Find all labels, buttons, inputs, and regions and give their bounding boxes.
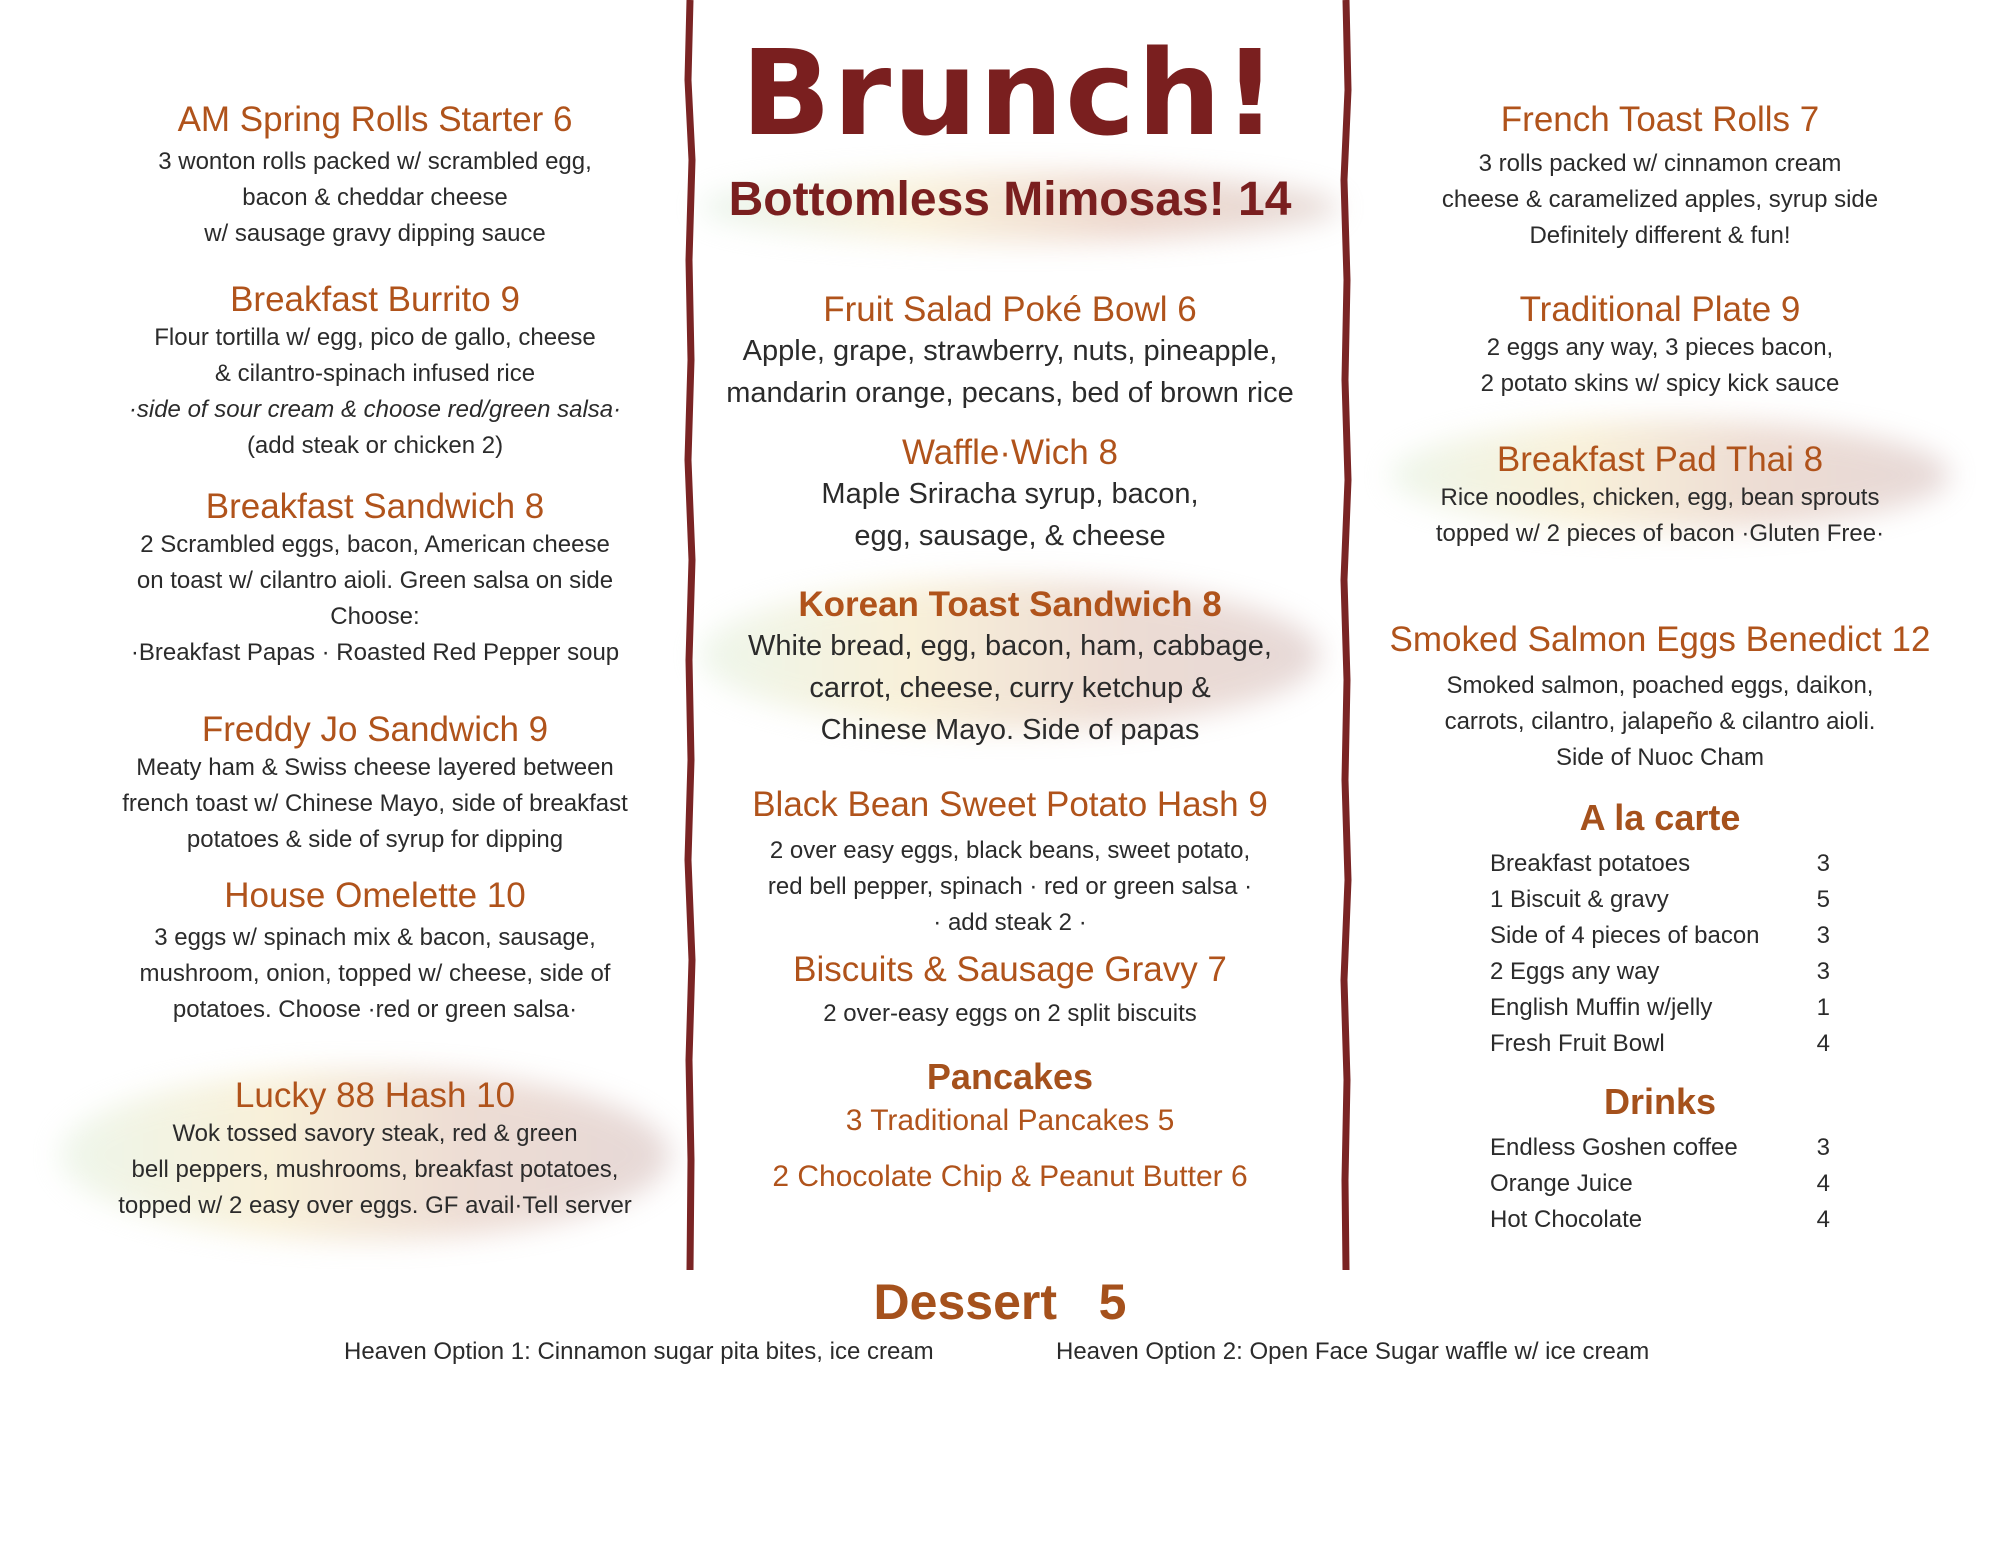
item-description: [690, 330, 1330, 414]
item-title: Waffle·Wich 8: [902, 433, 1118, 472]
description-line: w/ sausage gravy dipping sauce: [204, 220, 546, 247]
item-title: Korean Toast Sandwich 8: [798, 585, 1222, 624]
list-item: [1490, 846, 1830, 882]
item-title: Freddy Jo Sandwich 9: [201, 710, 549, 749]
description-line: potatoes. Choose ·red or green salsa·: [172, 996, 578, 1023]
item-title: Breakfast Sandwich 8: [205, 487, 545, 526]
item-description: [1360, 146, 1960, 254]
description-line: topped w/ 2 pieces of bacon ·Gluten Free·: [1435, 520, 1885, 547]
pancakes-section: [690, 1055, 1330, 1195]
menu-item-freddy-jo-sandwich: [70, 710, 680, 858]
description-line: egg, sausage, & cheese: [854, 520, 1166, 552]
description-line: ·Breakfast Papas · Roasted Red Pepper soup: [130, 639, 620, 666]
item-description: [690, 625, 1330, 751]
menu-title: Brunch!: [741, 24, 1279, 162]
menu-item-house-omelette: [70, 876, 680, 1028]
dessert-option-2: Heaven Option 2: Open Face Sugar waffle w/ ice cream: [1056, 1338, 1650, 1365]
dessert-option-1: Heaven Option 1: Cinnamon sugar pita bites, ice cream: [344, 1338, 934, 1365]
list-item: [1490, 1166, 1830, 1202]
item-title: French Toast Rolls 7: [1500, 100, 1820, 139]
description-line: mushroom, onion, topped w/ cheese, side of: [139, 960, 611, 987]
dessert-heading: Dessert 5: [873, 1274, 1127, 1330]
menu-item-am-spring-rolls: [70, 100, 680, 252]
description-line: 2 potato skins w/ spicy kick sauce: [1480, 370, 1840, 397]
item-title: Lucky 88 Hash 10: [234, 1076, 516, 1115]
description-line: & cilantro-spinach infused rice: [214, 360, 536, 387]
pancake-item: 3 Traditional Pancakes 5: [845, 1104, 1175, 1137]
description-line: 3 wonton rolls packed w/ scrambled egg,: [158, 148, 592, 175]
right-divider-line: [1340, 0, 1352, 1270]
menu-item-breakfast-pad-thai: [1360, 440, 1960, 552]
a-la-carte-list: [1490, 846, 1830, 1062]
description-line: mandarin orange, pecans, bed of brown rice: [726, 377, 1294, 409]
item-name: Breakfast potatoes: [1490, 850, 1691, 877]
description-line: Rice noodles, chicken, egg, bean sprouts: [1440, 484, 1880, 511]
item-description: [70, 320, 680, 464]
item-description: [70, 920, 680, 1028]
item-title: AM Spring Rolls Starter 6: [177, 100, 573, 139]
list-item: [1490, 1130, 1830, 1166]
item-name: Endless Goshen coffee: [1490, 1134, 1738, 1161]
menu-item-french-toast-rolls: [1360, 100, 1960, 254]
drinks-heading: Drinks: [1603, 1081, 1717, 1122]
item-price: 3: [1816, 958, 1830, 985]
item-price: 4: [1816, 1206, 1830, 1233]
item-name: English Muffin w/jelly: [1490, 994, 1713, 1021]
item-price: 3: [1816, 1134, 1830, 1161]
description-line: White bread, egg, bacon, ham, cabbage,: [748, 630, 1272, 662]
description-line: Meaty ham & Swiss cheese layered between: [136, 754, 614, 781]
item-price: 4: [1816, 1170, 1830, 1197]
list-item: [1490, 1026, 1830, 1062]
item-title: Smoked Salmon Eggs Benedict 12: [1389, 620, 1931, 659]
list-item: [1490, 882, 1830, 918]
description-line: french toast w/ Chinese Mayo, side of breakfast: [122, 790, 628, 817]
description-line: (add steak or chicken 2): [246, 432, 504, 459]
description-line: Definitely different & fun!: [1529, 222, 1791, 249]
item-price: 1: [1816, 994, 1830, 1021]
description-line: cheese & caramelized apples, syrup side: [1441, 186, 1879, 213]
item-title: House Omelette 10: [224, 876, 526, 915]
description-line: ·side of sour cream & choose red/green salsa·: [128, 396, 622, 423]
pancakes-heading: Pancakes: [926, 1056, 1094, 1097]
item-description: [70, 144, 680, 252]
item-name: 2 Eggs any way: [1490, 958, 1660, 985]
description-line: 2 eggs any way, 3 pieces bacon,: [1486, 334, 1834, 361]
description-line: Maple Sriracha syrup, bacon,: [821, 478, 1199, 510]
item-description: [690, 473, 1330, 557]
pancake-item: 2 Chocolate Chip & Peanut Butter 6: [772, 1160, 1248, 1193]
description-line: Wok tossed savory steak, red & green: [172, 1120, 578, 1147]
item-title: Biscuits & Sausage Gravy 7: [793, 950, 1227, 989]
item-title: Breakfast Burrito 9: [230, 280, 520, 319]
item-title: Traditional Plate 9: [1519, 290, 1801, 329]
item-description: [1360, 668, 1960, 776]
item-description: [1360, 330, 1960, 402]
item-description: [70, 1116, 680, 1224]
item-description: [690, 833, 1330, 941]
item-price: 3: [1816, 922, 1830, 949]
description-line: Side of Nuoc Cham: [1555, 744, 1765, 771]
description-line: · add steak 2 ·: [933, 909, 1087, 936]
item-description: [70, 750, 680, 858]
item-title: Black Bean Sweet Potato Hash 9: [752, 785, 1268, 824]
description-line: Apple, grape, strawberry, nuts, pineapple,: [742, 335, 1278, 367]
a-la-carte-heading: A la carte: [1579, 797, 1741, 838]
description-line: carrots, cilantro, jalapeño & cilantro aioli.: [1444, 708, 1876, 735]
item-description: [1360, 480, 1960, 552]
description-line: Smoked salmon, poached eggs, daikon,: [1446, 672, 1874, 699]
list-item: [1490, 954, 1830, 990]
menu-item-korean-toast-sandwich: [690, 585, 1330, 751]
item-price: 5: [1816, 886, 1830, 913]
menu-item-waffle-wich: [690, 433, 1330, 557]
item-price: 4: [1816, 1030, 1830, 1057]
item-name: Side of 4 pieces of bacon: [1490, 922, 1760, 949]
description-line: 2 Scrambled eggs, bacon, American cheese: [140, 531, 610, 558]
menu-item-lucky-88-hash: [70, 1076, 680, 1224]
item-name: Hot Chocolate: [1490, 1206, 1643, 1233]
description-line: 3 rolls packed w/ cinnamon cream: [1478, 150, 1842, 177]
item-title: Fruit Salad Poké Bowl 6: [823, 290, 1197, 329]
menu-subtitle: Bottomless Mimosas! 14: [728, 173, 1292, 226]
description-line: Chinese Mayo. Side of papas: [820, 714, 1200, 746]
item-name: Fresh Fruit Bowl: [1490, 1030, 1665, 1057]
description-line: 2 over easy eggs, black beans, sweet potato,: [769, 837, 1251, 864]
description-line: 2 over-easy eggs on 2 split biscuits: [823, 1000, 1197, 1027]
drinks-list: [1490, 1130, 1830, 1238]
menu-item-biscuits-sausage-gravy: [690, 950, 1330, 1032]
item-title: Breakfast Pad Thai 8: [1496, 440, 1824, 479]
menu-item-smoked-salmon-benedict: [1360, 620, 1960, 776]
menu-item-breakfast-burrito: [70, 280, 680, 464]
list-item: [1490, 1202, 1830, 1238]
description-line: red bell pepper, spinach · red or green salsa ·: [767, 873, 1253, 900]
menu-item-breakfast-sandwich: [70, 487, 680, 671]
menu-item-black-bean-hash: [690, 785, 1330, 941]
item-description: [690, 996, 1330, 1032]
list-item: [1490, 990, 1830, 1026]
item-description: [70, 527, 680, 671]
description-line: 3 eggs w/ spinach mix & bacon, sausage,: [154, 924, 596, 951]
description-line: carrot, cheese, curry ketchup &: [809, 672, 1211, 704]
description-line: Choose:: [330, 603, 420, 630]
list-item: [1490, 918, 1830, 954]
description-line: on toast w/ cilantro aioli. Green salsa on side: [136, 567, 614, 594]
item-price: 3: [1816, 850, 1830, 877]
description-line: Flour tortilla w/ egg, pico de gallo, cheese: [154, 324, 596, 351]
menu-item-traditional-plate: [1360, 290, 1960, 402]
menu-item-fruit-salad-poke-bowl: [690, 290, 1330, 414]
description-line: bell peppers, mushrooms, breakfast potatoes,: [131, 1156, 619, 1183]
item-name: Orange Juice: [1490, 1170, 1633, 1197]
description-line: topped w/ 2 easy over eggs. GF avail·Tell server: [118, 1192, 632, 1219]
item-name: 1 Biscuit & gravy: [1490, 886, 1669, 913]
description-line: bacon & cheddar cheese: [242, 184, 508, 211]
description-line: potatoes & side of syrup for dipping: [186, 826, 564, 853]
